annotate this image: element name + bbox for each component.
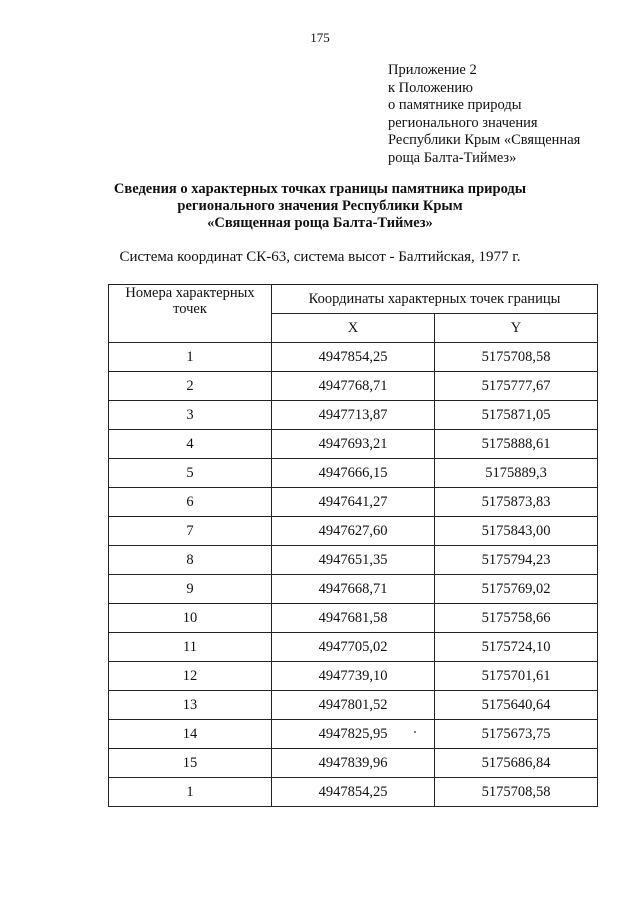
cell-x: 4947668,71 [272, 575, 435, 604]
cell-x: 4947739,10 [272, 662, 435, 691]
cell-x: 4947651,35 [272, 546, 435, 575]
cell-point-number: 12 [109, 662, 272, 691]
cell-x: 4947825,95 [272, 720, 435, 749]
cell-y: 5175640,64 [435, 691, 598, 720]
table-row [109, 517, 598, 546]
cell-point-number: 11 [109, 633, 272, 662]
table-row [109, 662, 598, 691]
cell-x: 4947693,21 [272, 430, 435, 459]
cell-point-number: 3 [109, 401, 272, 430]
cell-y: 5175758,66 [435, 604, 598, 633]
cell-x: 4947666,15 [272, 459, 435, 488]
cell-point-number: 5 [109, 459, 272, 488]
table-row [109, 604, 598, 633]
cell-x: 4947705,02 [272, 633, 435, 662]
cell-x: 4947713,87 [272, 401, 435, 430]
cell-y: 5175673,75 [435, 720, 598, 749]
table-row [109, 720, 598, 749]
table-row [109, 546, 598, 575]
cell-y: 5175871,05 [435, 401, 598, 430]
cell-point-number: 4 [109, 430, 272, 459]
table-row [109, 401, 598, 430]
cell-x: 4947641,27 [272, 488, 435, 517]
appendix-line: к Положению [388, 79, 473, 96]
header-point-number: Номера характерных точек [109, 285, 272, 343]
appendix-line: Республики Крым «Священная [388, 132, 581, 148]
table-row [109, 778, 598, 807]
cell-point-number: 6 [109, 488, 272, 517]
table-row [109, 488, 598, 517]
heading-line: Сведения о характерных точках границы памятника природы [113, 181, 527, 197]
header-x: X [272, 314, 435, 343]
cell-point-number: 2 [109, 372, 272, 401]
table-row [109, 343, 598, 372]
cell-y: 5175843,00 [435, 517, 598, 546]
table-row [109, 372, 598, 401]
document-heading [0, 181, 640, 232]
cell-point-number: 8 [109, 546, 272, 575]
appendix-note [388, 62, 628, 167]
cell-y: 5175873,83 [435, 488, 598, 517]
cell-point-number: 15 [109, 749, 272, 778]
table-row [109, 749, 598, 778]
cell-y: 5175777,67 [435, 372, 598, 401]
appendix-line: регионального значения [388, 114, 538, 131]
cell-y: 5175708,58 [435, 343, 598, 372]
cell-point-number: 14 [109, 720, 272, 749]
scan-speck [414, 731, 416, 733]
cell-x: 4947839,96 [272, 749, 435, 778]
header-coordinates: Координаты характерных точек границы [272, 285, 598, 314]
cell-x: 4947768,71 [272, 372, 435, 401]
cell-y: 5175724,10 [435, 633, 598, 662]
cell-x: 4947681,58 [272, 604, 435, 633]
appendix-line: Приложение 2 [388, 62, 477, 78]
page-number: 175 [310, 30, 330, 45]
cell-y: 5175769,02 [435, 575, 598, 604]
cell-point-number: 10 [109, 604, 272, 633]
appendix-line: о памятнике природы [388, 97, 522, 113]
cell-y: 5175708,58 [435, 778, 598, 807]
cell-point-number: 1 [109, 343, 272, 372]
cell-point-number: 1 [109, 778, 272, 807]
table-row [109, 430, 598, 459]
table-row [109, 459, 598, 488]
heading-line: «Священная роща Балта-Тиймез» [207, 215, 433, 231]
cell-y: 5175794,23 [435, 546, 598, 575]
coordinate-system-note: Система координат СК-63, система высот - Балтийская, 1977 г. [119, 249, 521, 265]
table-row [109, 691, 598, 720]
coordinates-table [108, 284, 598, 807]
appendix-line: роща Балта-Тиймез» [388, 149, 517, 166]
cell-point-number: 9 [109, 575, 272, 604]
cell-y: 5175888,61 [435, 430, 598, 459]
heading-line: регионального значения Республики Крым [177, 198, 463, 214]
cell-x: 4947854,25 [272, 343, 435, 372]
table-row [109, 575, 598, 604]
cell-point-number: 7 [109, 517, 272, 546]
table-row [109, 633, 598, 662]
cell-x: 4947854,25 [272, 778, 435, 807]
header-y: Y [435, 314, 598, 343]
cell-x: 4947801,52 [272, 691, 435, 720]
cell-y: 5175701,61 [435, 662, 598, 691]
cell-y: 5175686,84 [435, 749, 598, 778]
cell-x: 4947627,60 [272, 517, 435, 546]
cell-point-number: 13 [109, 691, 272, 720]
cell-y: 5175889,3 [435, 459, 598, 488]
